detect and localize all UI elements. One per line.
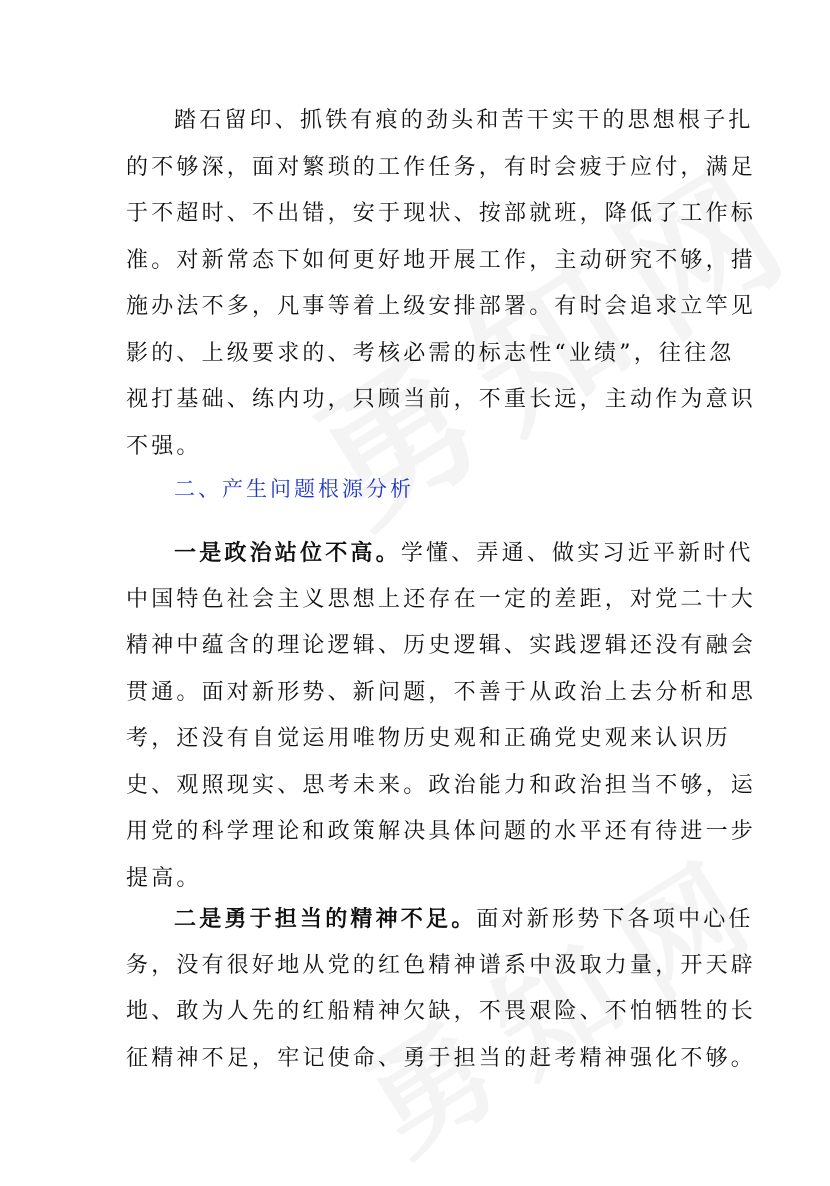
section-heading [126,466,706,513]
paragraph-2-line: 精神中蕴含的理论逻辑、历史逻辑、实践逻辑还没有融会 [126,633,757,658]
paragraph-3-lead: 二是勇于担当的精神不足。 [174,906,477,932]
paragraph-2-line: 中国特色社会主义思想上还存在一定的差距，对党二十大 [126,586,757,612]
paragraph-1-line: 踏石留印、抓铁有痕的劲头和苦干实干的思想根子扎 [174,108,754,133]
paragraph-2-line: 贯通。面对新形势、新问题，不善于从政治上去分析和思 [126,679,757,705]
paragraph-3-line: 地、敢为人先的红船精神欠缺，不畏艰险、不怕牺牲的长 [126,999,757,1024]
paragraph-2-line: 提高。 [126,865,202,891]
paragraph-2 [126,530,757,902]
paragraph-3-first-line-rest: 面对新形势下各项中心任 [476,907,754,932]
paragraph-1-line: 的不够深，面对繁琐的工作任务，有时会疲于应付，满足 [126,154,757,180]
paragraph-2-first-line-rest: 学懂、弄通、做实习近平新时代 [400,541,754,566]
paragraph-1-line: 于不超时、不出错，安于现状、按部就班，降低了工作标 [126,201,757,226]
paragraph-2-line: 用党的科学理论和政策解决具体问题的水平还有待进一步 [126,819,757,844]
paragraph-3-first-line [126,896,754,943]
paragraph-1-line: 准。对新常态下如何更好地开展工作，主动研究不够，措 [126,247,757,273]
section-heading-text: 二、产生问题根源分析 [174,477,414,501]
paragraph-2-line: 考，还没有自觉运用唯物历史观和正确党史观来认识历 [126,726,731,751]
paragraph-1-line: 视打基础、练内功，只顾当前，不重长远，主动作为意识 [126,387,757,412]
paragraph-3-line: 征精神不足，牢记使命、勇于担当的赶考精神强化不够。 [126,1045,757,1071]
paragraph-1-line: 影的、上级要求的、考核必需的标志性“业绩”，往往忽 [126,340,735,366]
paragraph-3-line: 务，没有很好地从党的红色精神谱系中汲取力量，开天辟 [126,952,757,978]
paragraph-2-first-line [126,530,754,577]
paragraph-2-line: 史、观照现实、思考未来。政治能力和政治担当不够，运 [126,772,757,798]
paragraph-2-lead: 一是政治站位不高。 [174,540,401,566]
paragraph-3 [126,896,757,1082]
paragraph-1-line: 施办法不多，凡事等着上级安排部署。有时会追求立竿见 [126,294,757,319]
paragraph-1-line: 不强。 [126,433,202,459]
paragraph-1 [126,98,757,470]
